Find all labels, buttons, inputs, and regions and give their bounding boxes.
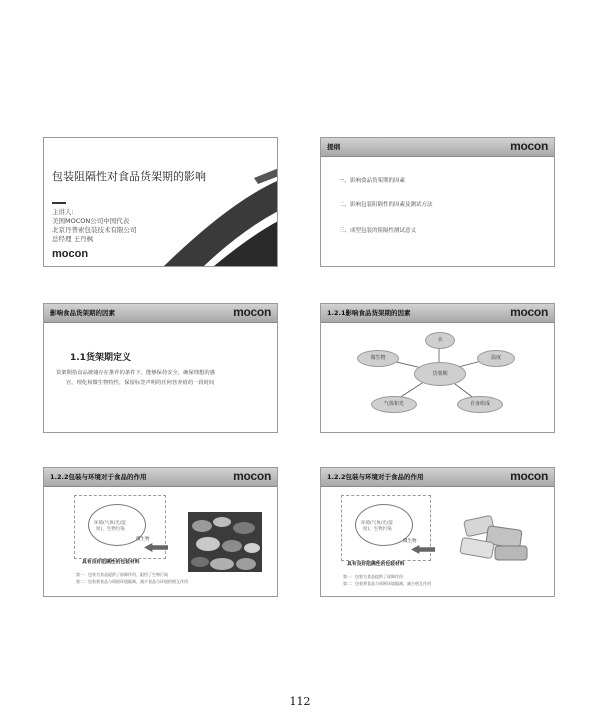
slide-outline [320,137,555,267]
outline-item-1: 一、影响食品货架期的因素 [339,178,406,184]
environment-text-1: 环境(气体/光/湿 [361,521,393,526]
slide-header [321,138,554,157]
note-2: 第二：包装将食品与周围环境隔离，减少相互作用 [343,581,431,586]
slide-packaging-nuts [43,467,278,597]
mocon-logo: mocon [233,305,271,319]
mocon-logo: mocon [510,305,548,319]
slide-header-title: 1.2.2包装与环境对于食品的作用 [327,473,424,481]
presenter-line-2: 北京丹普索包装技术有限公司 [52,226,137,234]
node-microbe-label: 微生物 [370,355,386,361]
node-gas-light [371,396,417,413]
node-temperature [477,350,515,367]
mocon-logo: mocon [233,469,271,483]
nuts-photo [188,512,262,572]
presenter-line-1: 美国MOCON公司中国代表 [52,217,130,225]
slide-factors [320,303,555,433]
note-1: 第一：包装为食品提供了屏障作用 [343,574,403,579]
node-water [425,332,455,349]
environment-text-1: 环境(气体/光/湿 [94,521,126,526]
environment-text-2: 度)、生物污染 [363,527,392,532]
node-composition-label: 自身组成 [469,401,490,407]
slide-header [44,304,277,323]
slide-header-title: 提纲 [327,143,340,151]
definition-heading: 1.1货架期定义 [70,353,131,363]
slide-header [321,468,554,487]
node-center-label: 货架期 [432,371,448,377]
mocon-logo: mocon [510,139,548,153]
presenter-label: 主讲人: [52,208,74,216]
node-temperature-label: 温度 [490,355,501,361]
slide-title-text: 包装阻隔性对食品货架期的影响 [52,170,206,183]
diagram-caption: 具有良好阻隔性的包装材料 [82,560,140,565]
slide-header-title: 1.2.1影响食品货架期的因素 [327,309,411,317]
mocon-logo: mocon [52,248,89,260]
note-2: 第二：包装将食品与周围环境隔离，减少食品与环境的相互作用 [76,579,188,584]
outline-item-3: 三、成型包装的阻隔性测试意义 [339,228,417,234]
node-composition [457,396,503,413]
node-water-label: 水 [437,337,443,343]
outline-item-2: 二、影响包装阻隔性的因素及测试方法 [339,202,433,208]
mocon-logo: mocon [510,469,548,483]
slide-header-title: 1.2.2包装与环境对于食品的作用 [50,473,147,481]
slide-definition [43,303,278,433]
snack-bars-photo [457,514,537,564]
slide-header [44,468,277,487]
environment-text-2: 度)、生物污染 [96,527,125,532]
slide-header-title: 影响食品货架期的因素 [50,309,115,317]
node-gas-light-label: 气体和光 [383,401,404,407]
presenter-line-3: 总经理 王丹枫 [52,235,94,243]
diagram-caption: 具有良好阻隔性的包装材料 [347,562,405,567]
node-microbe [357,350,399,367]
definition-body-1: 货架期指食品被储存在推荐的条件下，能够保持安全，确保理想的感 [56,370,215,376]
slide-title [43,137,278,267]
slide-packaging-snacks [320,467,555,597]
page-number: 112 [289,695,311,708]
node-center [414,362,466,386]
arrow-label: 微生物 [136,537,150,542]
definition-body-2: 官、理化和微生物特性，保留标签声明的任何营养值的一段时间 [66,380,215,386]
note-1: 第一：包装为食品提供了屏障作用，阻挡了生物污染 [76,572,168,577]
arrow-label: 微生物 [403,539,417,544]
decorative-arc-icon [44,138,277,266]
